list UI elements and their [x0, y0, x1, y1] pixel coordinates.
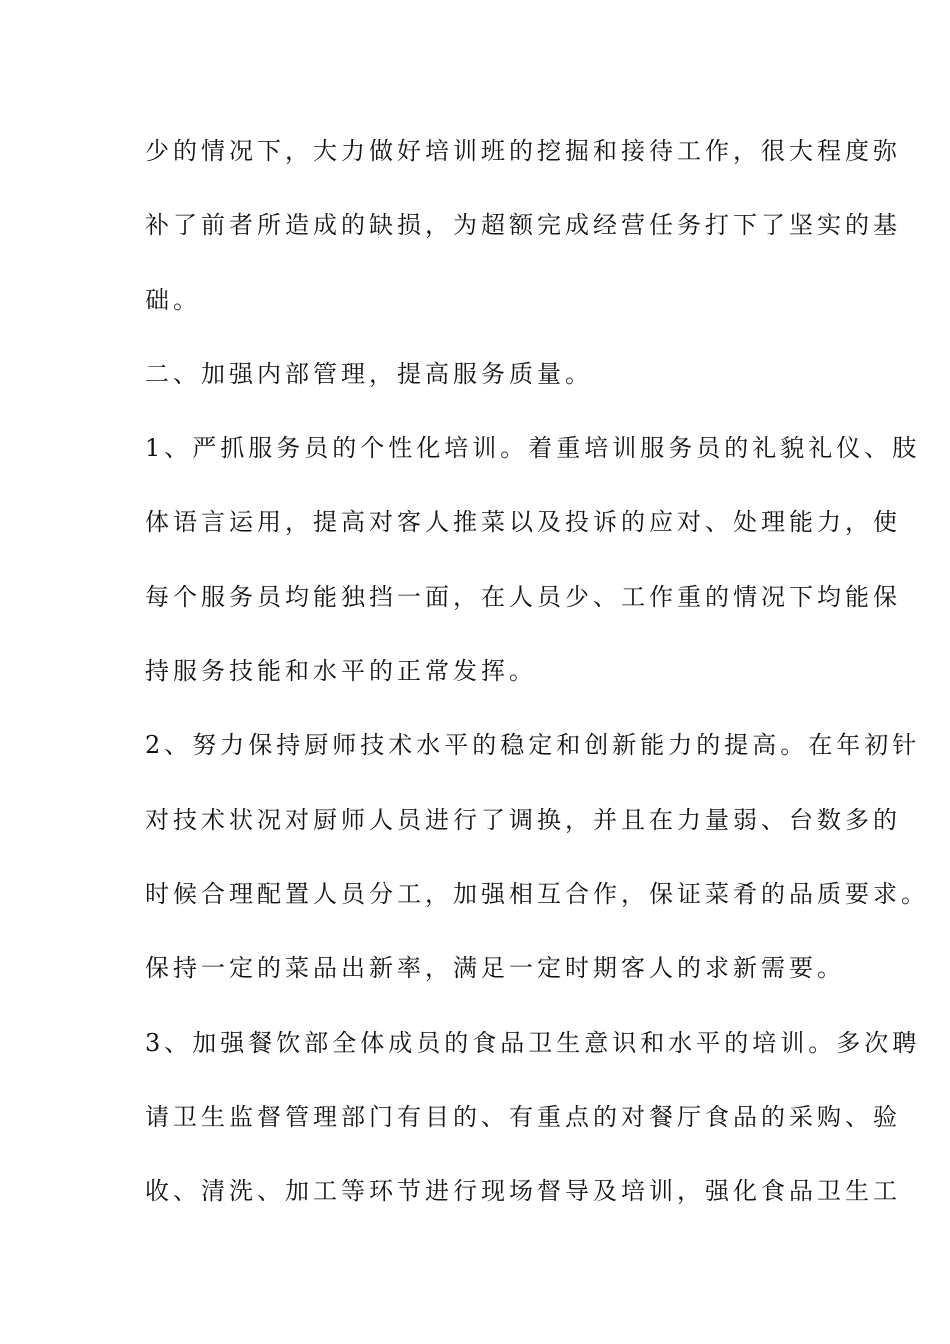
text-line: 持服务技能和水平的正常发挥。	[145, 657, 537, 686]
text-line: 请卫生监督管理部门有目的、有重点的对餐厅食品的采购、验	[145, 1102, 901, 1131]
document-body	[145, 131, 929, 1245]
text-line: 保持一定的菜品出新率，满足一定时期客人的求新需要。	[145, 954, 845, 983]
text-line: 对技术状况对厨师人员进行了调换，并且在力量弱、台数多的	[145, 805, 901, 834]
text-line: 每个服务员均能独挡一面，在人员少、工作重的情况下均能保	[145, 582, 901, 611]
text-line: 体语言运用，提高对客人推菜以及投诉的应对、处理能力，使	[145, 508, 901, 537]
text-line: 少的情况下，大力做好培训班的挖掘和接待工作，很大程度弥	[145, 137, 901, 165]
text-line: 1、严抓服务员的个性化培训。着重培训服务员的礼貌礼仪、肢	[145, 434, 921, 463]
text-line: 础。	[145, 285, 201, 314]
text-line: 2、努力保持厨师技术水平的稳定和创新能力的提高。在年初针	[145, 731, 921, 760]
text-line: 时候合理配置人员分工，加强相互合作，保证菜肴的品质要求。	[145, 879, 929, 908]
section-heading: 二、加强内部管理，提高服务质量。	[145, 359, 593, 388]
text-line: 3、加强餐饮部全体成员的食品卫生意识和水平的培训。多次聘	[145, 1028, 921, 1057]
text-line: 收、清洗、加工等环节进行现场督导及培训，强化食品卫生工	[145, 1177, 901, 1206]
text-line: 补了前者所造成的缺损，为超额完成经营任务打下了坚实的基	[145, 211, 901, 240]
